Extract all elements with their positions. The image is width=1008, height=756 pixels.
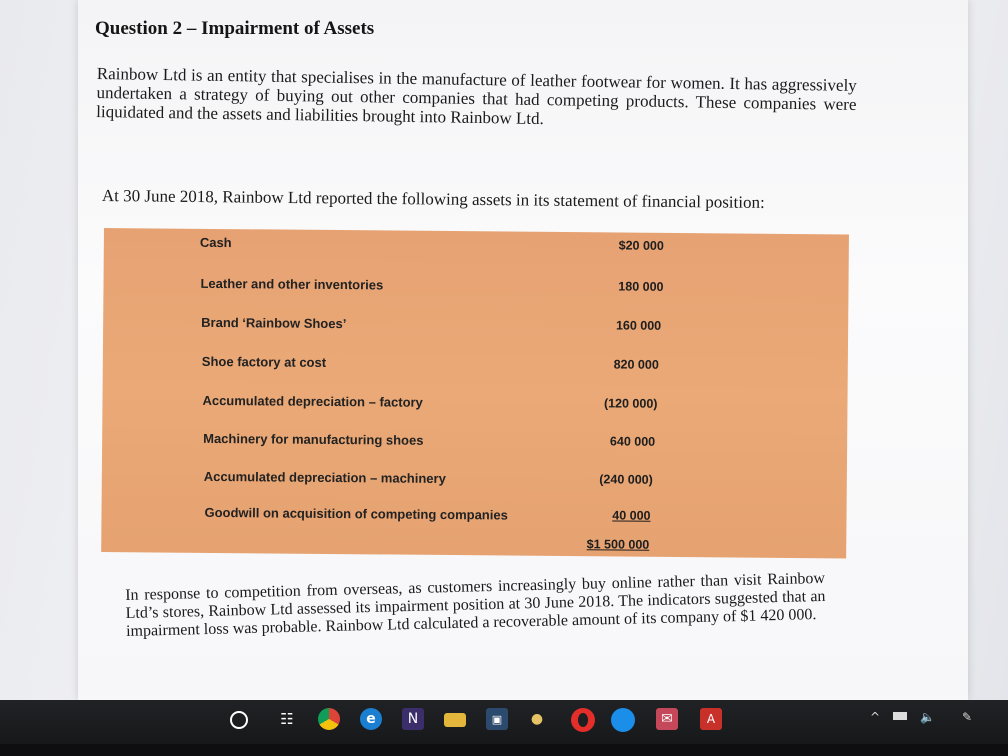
row-label: Accumulated depreciation – machinery bbox=[203, 468, 446, 486]
monitor-bezel bbox=[0, 744, 1008, 756]
table-row bbox=[103, 353, 848, 382]
row-label: Brand ‘Rainbow Shoes’ bbox=[201, 314, 347, 332]
row-value: 160 000 bbox=[615, 318, 662, 333]
row-label: Cash bbox=[199, 234, 232, 251]
row-value: 40 000 bbox=[612, 508, 651, 523]
row-value: 180 000 bbox=[618, 279, 664, 294]
total-value: $1 500 000 bbox=[586, 537, 650, 552]
row-value: $20 000 bbox=[618, 238, 664, 253]
browser-icon[interactable] bbox=[611, 708, 635, 732]
up-chevron-icon[interactable]: ^ bbox=[870, 710, 881, 724]
mail-icon[interactable]: ✉ bbox=[656, 708, 678, 730]
row-value: 640 000 bbox=[609, 434, 656, 449]
row-value: (120 000) bbox=[603, 396, 658, 411]
row-label: Leather and other inventories bbox=[200, 275, 384, 293]
row-label: Goodwill on acquisition of competing companies bbox=[204, 504, 508, 523]
row-value: 820 000 bbox=[613, 357, 659, 372]
table-row bbox=[104, 234, 849, 263]
task-view-icon[interactable]: ☷ bbox=[280, 710, 294, 728]
impairment-paragraph: In response to competition from overseas, as customers increasingly buy online rather than visit Rainbow Ltd’s stores, Rainbow Ltd assessed its impairment position at 30 June 2018. The indicators suggested that an impairment loss was probable. Rainbow Ltd calculated a recoverable amount of its company of $1 420 000. bbox=[125, 569, 826, 640]
store-icon[interactable]: ▣ bbox=[486, 708, 508, 730]
table-row bbox=[102, 430, 847, 459]
pen-icon[interactable]: ✎ bbox=[962, 710, 973, 724]
volume-icon[interactable]: 🔈 bbox=[920, 710, 935, 724]
table-row bbox=[103, 314, 848, 343]
table-row bbox=[102, 392, 847, 421]
maps-icon[interactable]: ● bbox=[530, 711, 544, 727]
table-row bbox=[103, 275, 848, 304]
chrome-icon[interactable] bbox=[318, 708, 340, 730]
assets-intro-paragraph: At 30 June 2018, Rainbow Ltd reported the following assets in its statement of financial position: bbox=[101, 186, 765, 212]
acrobat-icon[interactable]: A bbox=[700, 708, 722, 730]
table-row bbox=[102, 468, 847, 497]
assets-table bbox=[101, 228, 849, 558]
onenote-icon[interactable]: N bbox=[402, 708, 424, 730]
table-row bbox=[101, 504, 846, 533]
intro-paragraph: Rainbow Ltd is an entity that specialises in the manufacture of leather footwear for women. It has aggressively undertaken a strategy of buying out other companies that had competing products. These companies were liquidated and the assets and liabilities brought into Rainbow Ltd. bbox=[96, 64, 857, 129]
battery-icon[interactable] bbox=[893, 712, 907, 720]
opera-icon[interactable] bbox=[571, 708, 595, 732]
file-explorer-icon[interactable] bbox=[444, 713, 466, 727]
row-value: (240 000) bbox=[599, 472, 653, 487]
row-label: Machinery for manufacturing shoes bbox=[203, 430, 424, 448]
row-label: Shoe factory at cost bbox=[201, 353, 327, 370]
edge-icon[interactable]: e bbox=[360, 708, 382, 730]
search-circle-icon[interactable] bbox=[230, 711, 248, 729]
question-title: Question 2 – Impairment of Assets bbox=[95, 18, 375, 39]
row-label: Accumulated depreciation – factory bbox=[202, 392, 423, 410]
